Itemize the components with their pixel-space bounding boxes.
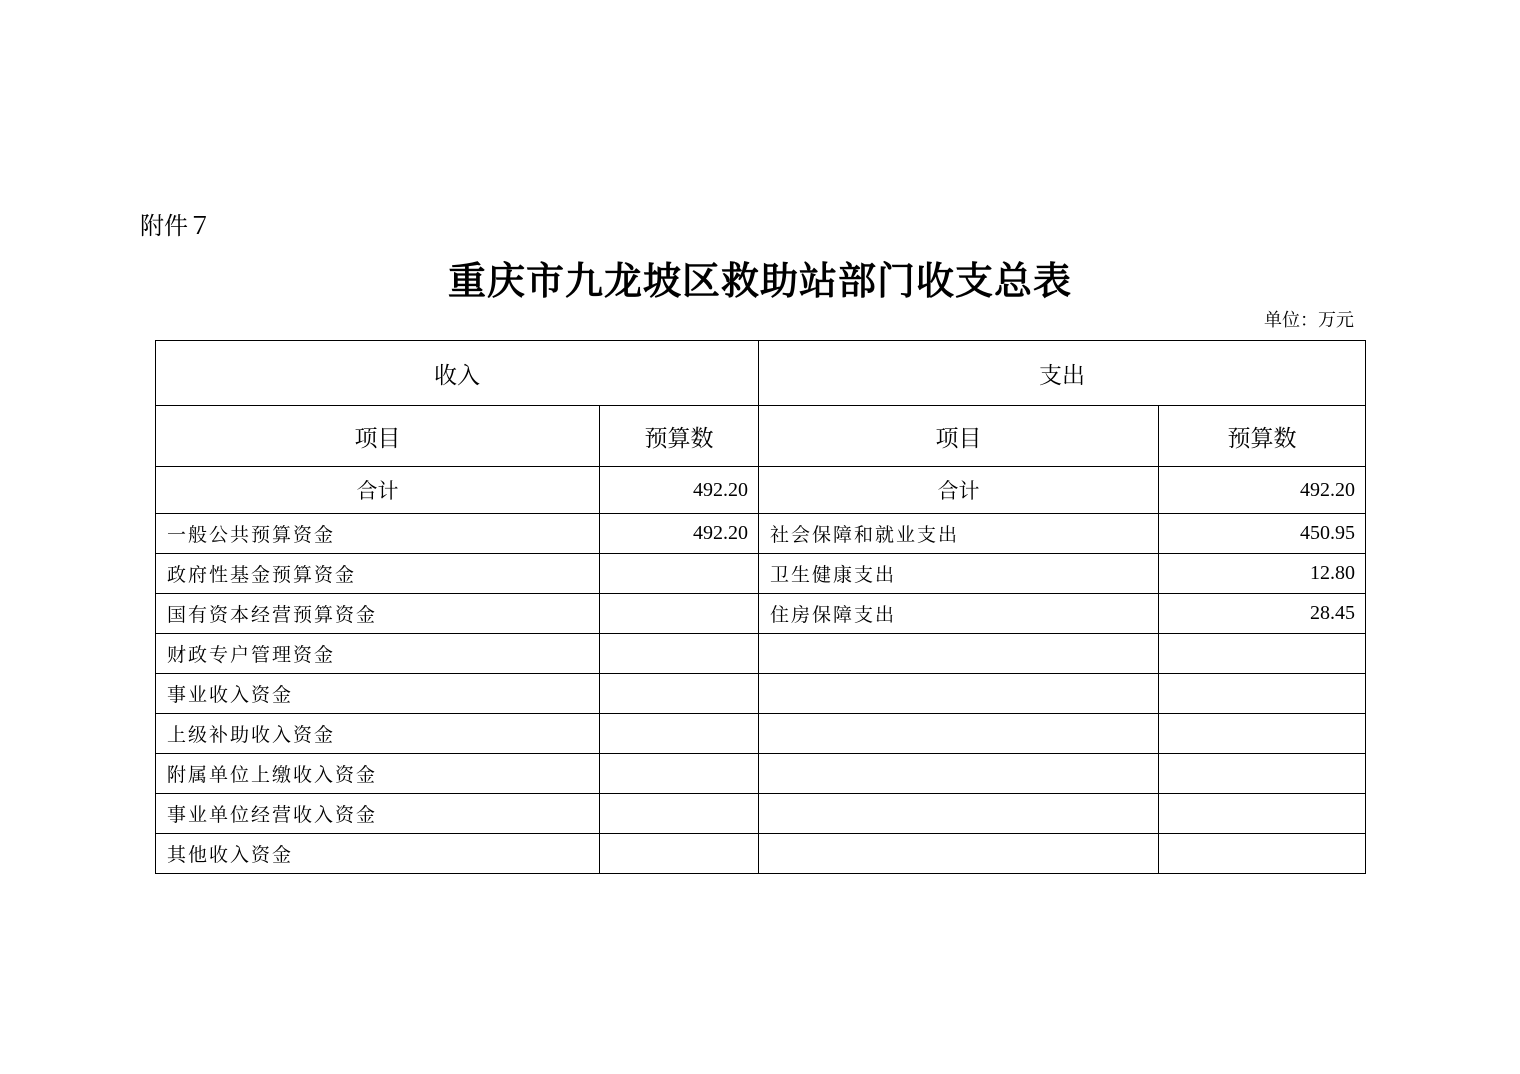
expense-item-cell [759,634,1159,674]
table-row [156,634,1366,674]
income-item-cell: 上级补助收入资金 [156,714,600,754]
expense-item-cell [759,674,1159,714]
attachment-label: 附件７ [140,212,212,240]
expense-item-cell: 社会保障和就业支出 [759,514,1159,554]
expense-value-cell [1159,754,1366,794]
expense-item-cell: 住房保障支出 [759,594,1159,634]
income-total-label: 合计 [156,467,600,514]
income-value-cell [600,554,759,594]
table-row [156,754,1366,794]
income-value-cell [600,674,759,714]
income-item-cell: 事业单位经营收入资金 [156,794,600,834]
income-value-cell: 492.20 [600,514,759,554]
expense-value-cell [1159,794,1366,834]
income-header: 收入 [156,341,759,406]
expense-value-cell [1159,634,1366,674]
table-row [156,554,1366,594]
income-item-cell: 国有资本经营预算资金 [156,594,600,634]
expense-value-cell: 28.45 [1159,594,1366,634]
income-value-cell [600,794,759,834]
table-row [156,834,1366,874]
unit-label: 单位：万元 [1264,310,1354,331]
table-row [156,514,1366,554]
income-item-cell: 一般公共预算资金 [156,514,600,554]
section-header-row [156,341,1366,406]
expense-budget-column-header: 预算数 [1159,406,1366,467]
expense-item-column-header: 项目 [759,406,1159,467]
income-value-cell [600,714,759,754]
income-item-cell: 其他收入资金 [156,834,600,874]
income-item-column-header: 项目 [156,406,600,467]
budget-table [155,340,1366,874]
income-item-cell: 事业收入资金 [156,674,600,714]
expense-total-value: 492.20 [1159,467,1366,514]
income-value-cell [600,834,759,874]
income-value-cell [600,594,759,634]
column-header-row [156,406,1366,467]
table-row [156,674,1366,714]
income-item-cell: 财政专户管理资金 [156,634,600,674]
expense-item-cell: 卫生健康支出 [759,554,1159,594]
income-value-cell [600,754,759,794]
document-title: 重庆市九龙坡区救助站部门收支总表 [447,258,1072,303]
table-row [156,794,1366,834]
expense-value-cell [1159,714,1366,754]
expense-header: 支出 [759,341,1366,406]
table-row [156,594,1366,634]
table-row [156,714,1366,754]
income-budget-column-header: 预算数 [600,406,759,467]
income-item-cell: 政府性基金预算资金 [156,554,600,594]
expense-item-cell [759,834,1159,874]
expense-value-cell [1159,834,1366,874]
expense-item-cell [759,714,1159,754]
income-item-cell: 附属单位上缴收入资金 [156,754,600,794]
expense-item-cell [759,794,1159,834]
expense-item-cell [759,754,1159,794]
expense-total-label: 合计 [759,467,1159,514]
expense-value-cell [1159,674,1366,714]
total-row [156,467,1366,514]
expense-value-cell: 450.95 [1159,514,1366,554]
income-value-cell [600,634,759,674]
income-total-value: 492.20 [600,467,759,514]
expense-value-cell: 12.80 [1159,554,1366,594]
